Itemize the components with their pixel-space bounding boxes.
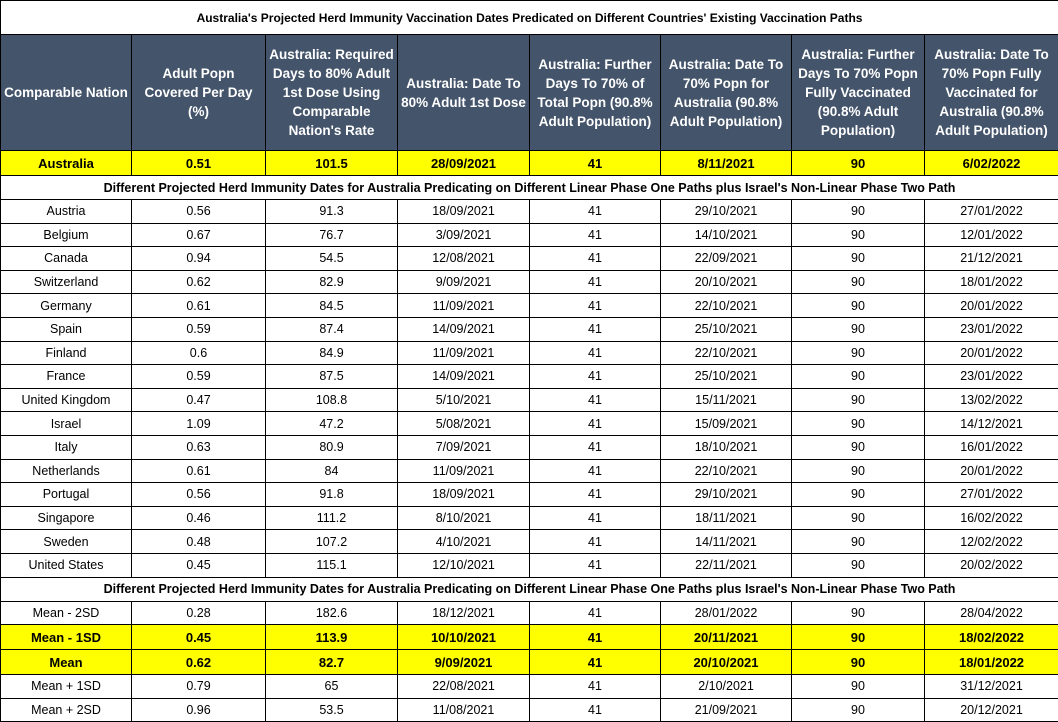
cell: 90 xyxy=(792,625,925,650)
cell: 90 xyxy=(792,270,925,294)
cell: 90 xyxy=(792,341,925,365)
row-label: United States xyxy=(1,553,132,577)
row-label: Germany xyxy=(1,294,132,318)
cell: 14/10/2021 xyxy=(661,223,792,247)
cell: 27/01/2022 xyxy=(925,483,1058,507)
cell: 90 xyxy=(792,553,925,577)
country-row xyxy=(1,317,1058,341)
cell: 41 xyxy=(530,553,661,577)
cell: 0.45 xyxy=(132,625,266,650)
cell: 12/01/2022 xyxy=(925,223,1058,247)
cell: 41 xyxy=(530,650,661,675)
cell: 90 xyxy=(792,530,925,554)
cell: 41 xyxy=(530,459,661,483)
cell: 41 xyxy=(530,247,661,271)
section-label-row xyxy=(1,577,1058,601)
cell: 41 xyxy=(530,365,661,389)
cell: 15/11/2021 xyxy=(661,388,792,412)
cell: 91.8 xyxy=(266,483,398,507)
cell: 84.9 xyxy=(266,341,398,365)
cell: 41 xyxy=(530,625,661,650)
cell: 22/10/2021 xyxy=(661,341,792,365)
cell: 0.59 xyxy=(132,317,266,341)
cell: 41 xyxy=(530,435,661,459)
country-row xyxy=(1,553,1058,577)
cell: 0.6 xyxy=(132,341,266,365)
country-row xyxy=(1,341,1058,365)
cell: 11/09/2021 xyxy=(398,341,530,365)
cell: 41 xyxy=(530,601,661,625)
cell: 41 xyxy=(530,200,661,224)
cell: 0.61 xyxy=(132,294,266,318)
cell: 41 xyxy=(530,388,661,412)
cell: 14/12/2021 xyxy=(925,412,1058,436)
cell: 20/10/2021 xyxy=(661,650,792,675)
header-comparable-nation: Comparable Nation xyxy=(1,35,132,151)
header-date-70-popn: Australia: Date To 70% Popn for Australia (90.8% Adult Population) xyxy=(661,35,792,151)
country-row xyxy=(1,365,1058,389)
cell: 11/09/2021 xyxy=(398,294,530,318)
cell: 90 xyxy=(792,151,925,176)
row-label: Netherlands xyxy=(1,459,132,483)
cell: 41 xyxy=(530,483,661,507)
cell: 22/11/2021 xyxy=(661,553,792,577)
cell: 90 xyxy=(792,247,925,271)
cell: 18/01/2022 xyxy=(925,270,1058,294)
cell: 87.5 xyxy=(266,365,398,389)
cell: 0.62 xyxy=(132,270,266,294)
cell: 0.48 xyxy=(132,530,266,554)
cell: 90 xyxy=(792,365,925,389)
row-label: Mean + 2SD xyxy=(1,698,132,722)
cell: 14/09/2021 xyxy=(398,365,530,389)
cell: 90 xyxy=(792,675,925,699)
cell: 20/11/2021 xyxy=(661,625,792,650)
cell: 3/09/2021 xyxy=(398,223,530,247)
cell: 90 xyxy=(792,435,925,459)
cell: 54.5 xyxy=(266,247,398,271)
cell: 91.3 xyxy=(266,200,398,224)
cell: 0.63 xyxy=(132,435,266,459)
stat-row xyxy=(1,698,1058,722)
cell: 15/09/2021 xyxy=(661,412,792,436)
cell: 0.56 xyxy=(132,483,266,507)
cell: 0.47 xyxy=(132,388,266,412)
cell: 31/12/2021 xyxy=(925,675,1058,699)
cell: 108.8 xyxy=(266,388,398,412)
cell: 22/08/2021 xyxy=(398,675,530,699)
section-label-row xyxy=(1,176,1058,200)
cell: 6/02/2022 xyxy=(925,151,1058,176)
cell: 28/09/2021 xyxy=(398,151,530,176)
stat-row xyxy=(1,650,1058,675)
cell: 18/09/2021 xyxy=(398,200,530,224)
cell: 90 xyxy=(792,200,925,224)
cell: 20/02/2022 xyxy=(925,553,1058,577)
header-date-80-first-dose: Australia: Date To 80% Adult 1st Dose xyxy=(398,35,530,151)
cell: 22/10/2021 xyxy=(661,294,792,318)
row-label: Austria xyxy=(1,200,132,224)
cell: 90 xyxy=(792,412,925,436)
cell: 11/09/2021 xyxy=(398,459,530,483)
row-label: Mean + 1SD xyxy=(1,675,132,699)
cell: 5/10/2021 xyxy=(398,388,530,412)
country-row xyxy=(1,247,1058,271)
stat-row xyxy=(1,675,1058,699)
cell: 84 xyxy=(266,459,398,483)
cell: 12/02/2022 xyxy=(925,530,1058,554)
cell: 0.51 xyxy=(132,151,266,176)
cell: 18/12/2021 xyxy=(398,601,530,625)
header-row xyxy=(1,35,1058,151)
row-label: United Kingdom xyxy=(1,388,132,412)
row-label: Portugal xyxy=(1,483,132,507)
cell: 0.61 xyxy=(132,459,266,483)
cell: 0.96 xyxy=(132,698,266,722)
country-row xyxy=(1,412,1058,436)
cell: 29/10/2021 xyxy=(661,200,792,224)
cell: 84.5 xyxy=(266,294,398,318)
cell: 76.7 xyxy=(266,223,398,247)
country-row xyxy=(1,223,1058,247)
cell: 82.7 xyxy=(266,650,398,675)
table-title: Australia's Projected Herd Immunity Vaccination Dates Predicated on Different Countries' Existing Vaccination Paths xyxy=(1,1,1058,35)
cell: 23/01/2022 xyxy=(925,317,1058,341)
cell: 18/11/2021 xyxy=(661,506,792,530)
header-date-fully-vaccinated: Australia: Date To 70% Popn Fully Vaccinated for Australia (90.8% Adult Population) xyxy=(925,35,1058,151)
cell: 18/02/2022 xyxy=(925,625,1058,650)
cell: 28/04/2022 xyxy=(925,601,1058,625)
cell: 41 xyxy=(530,412,661,436)
cell: 0.46 xyxy=(132,506,266,530)
cell: 65 xyxy=(266,675,398,699)
country-row xyxy=(1,294,1058,318)
cell: 90 xyxy=(792,294,925,318)
cell: 0.62 xyxy=(132,650,266,675)
cell: 0.67 xyxy=(132,223,266,247)
row-label: Sweden xyxy=(1,530,132,554)
row-label: France xyxy=(1,365,132,389)
cell: 101.5 xyxy=(266,151,398,176)
cell: 5/08/2021 xyxy=(398,412,530,436)
cell: 90 xyxy=(792,223,925,247)
country-row xyxy=(1,435,1058,459)
cell: 107.2 xyxy=(266,530,398,554)
header-further-days-70: Australia: Further Days To 70% of Total Popn (90.8% Adult Population) xyxy=(530,35,661,151)
cell: 0.56 xyxy=(132,200,266,224)
cell: 12/10/2021 xyxy=(398,553,530,577)
cell: 9/09/2021 xyxy=(398,650,530,675)
cell: 18/01/2022 xyxy=(925,650,1058,675)
cell: 12/08/2021 xyxy=(398,247,530,271)
cell: 18/10/2021 xyxy=(661,435,792,459)
cell: 90 xyxy=(792,317,925,341)
section-label: Different Projected Herd Immunity Dates for Australia Predicating on Different Linear Phase One Paths plus Israel's Non-Linear Phase Two Path xyxy=(1,577,1058,601)
row-label: Italy xyxy=(1,435,132,459)
cell: 27/01/2022 xyxy=(925,200,1058,224)
cell: 90 xyxy=(792,506,925,530)
cell: 16/02/2022 xyxy=(925,506,1058,530)
cell: 0.28 xyxy=(132,601,266,625)
cell: 2/10/2021 xyxy=(661,675,792,699)
cell: 20/01/2022 xyxy=(925,459,1058,483)
header-required-days: Australia: Required Days to 80% Adult 1st Dose Using Comparable Nation's Rate xyxy=(266,35,398,151)
row-label: Finland xyxy=(1,341,132,365)
cell: 41 xyxy=(530,270,661,294)
cell: 90 xyxy=(792,650,925,675)
header-further-days-fully-vaccinated: Australia: Further Days To 70% Popn Fully Vaccinated (90.8% Adult Population) xyxy=(792,35,925,151)
row-label: Belgium xyxy=(1,223,132,247)
cell: 4/10/2021 xyxy=(398,530,530,554)
cell: 41 xyxy=(530,530,661,554)
cell: 0.45 xyxy=(132,553,266,577)
row-label: Mean xyxy=(1,650,132,675)
country-row xyxy=(1,270,1058,294)
cell: Australia xyxy=(1,151,132,176)
country-row xyxy=(1,459,1058,483)
title-row xyxy=(1,1,1058,35)
cell: 20/10/2021 xyxy=(661,270,792,294)
row-label: Mean - 1SD xyxy=(1,625,132,650)
cell: 28/01/2022 xyxy=(661,601,792,625)
row-label: Switzerland xyxy=(1,270,132,294)
cell: 90 xyxy=(792,601,925,625)
cell: 10/10/2021 xyxy=(398,625,530,650)
cell: 8/11/2021 xyxy=(661,151,792,176)
cell: 115.1 xyxy=(266,553,398,577)
cell: 22/10/2021 xyxy=(661,459,792,483)
cell: 11/08/2021 xyxy=(398,698,530,722)
cell: 0.59 xyxy=(132,365,266,389)
cell: 41 xyxy=(530,151,661,176)
cell: 25/10/2021 xyxy=(661,317,792,341)
cell: 9/09/2021 xyxy=(398,270,530,294)
cell: 41 xyxy=(530,223,661,247)
row-label: Singapore xyxy=(1,506,132,530)
australia-row xyxy=(1,151,1058,176)
cell: 41 xyxy=(530,675,661,699)
cell: 47.2 xyxy=(266,412,398,436)
cell: 41 xyxy=(530,506,661,530)
cell: 111.2 xyxy=(266,506,398,530)
cell: 13/02/2022 xyxy=(925,388,1058,412)
cell: 14/09/2021 xyxy=(398,317,530,341)
row-label: Mean - 2SD xyxy=(1,601,132,625)
cell: 113.9 xyxy=(266,625,398,650)
cell: 25/10/2021 xyxy=(661,365,792,389)
header-adult-popn-per-day: Adult Popn Covered Per Day (%) xyxy=(132,35,266,151)
cell: 8/10/2021 xyxy=(398,506,530,530)
cell: 21/09/2021 xyxy=(661,698,792,722)
cell: 20/01/2022 xyxy=(925,294,1058,318)
cell: 41 xyxy=(530,698,661,722)
cell: 90 xyxy=(792,388,925,412)
cell: 29/10/2021 xyxy=(661,483,792,507)
cell: 0.94 xyxy=(132,247,266,271)
cell: 23/01/2022 xyxy=(925,365,1058,389)
section-label: Different Projected Herd Immunity Dates for Australia Predicating on Different Linear Phase One Paths plus Israel's Non-Linear Phase Two Path xyxy=(1,176,1058,200)
cell: 0.79 xyxy=(132,675,266,699)
cell: 90 xyxy=(792,459,925,483)
cell: 7/09/2021 xyxy=(398,435,530,459)
cell: 80.9 xyxy=(266,435,398,459)
cell: 41 xyxy=(530,294,661,318)
cell: 20/01/2022 xyxy=(925,341,1058,365)
cell: 41 xyxy=(530,317,661,341)
stat-row xyxy=(1,625,1058,650)
country-row xyxy=(1,200,1058,224)
row-label: Israel xyxy=(1,412,132,436)
cell: 182.6 xyxy=(266,601,398,625)
country-row xyxy=(1,483,1058,507)
cell: 14/11/2021 xyxy=(661,530,792,554)
row-label: Spain xyxy=(1,317,132,341)
cell: 90 xyxy=(792,483,925,507)
cell: 1.09 xyxy=(132,412,266,436)
row-label: Canada xyxy=(1,247,132,271)
cell: 22/09/2021 xyxy=(661,247,792,271)
country-row xyxy=(1,530,1058,554)
cell: 16/01/2022 xyxy=(925,435,1058,459)
country-row xyxy=(1,506,1058,530)
cell: 20/12/2021 xyxy=(925,698,1058,722)
cell: 90 xyxy=(792,698,925,722)
cell: 53.5 xyxy=(266,698,398,722)
cell: 82.9 xyxy=(266,270,398,294)
cell: 21/12/2021 xyxy=(925,247,1058,271)
cell: 18/09/2021 xyxy=(398,483,530,507)
stat-row xyxy=(1,601,1058,625)
country-row xyxy=(1,388,1058,412)
cell: 87.4 xyxy=(266,317,398,341)
cell: 41 xyxy=(530,341,661,365)
